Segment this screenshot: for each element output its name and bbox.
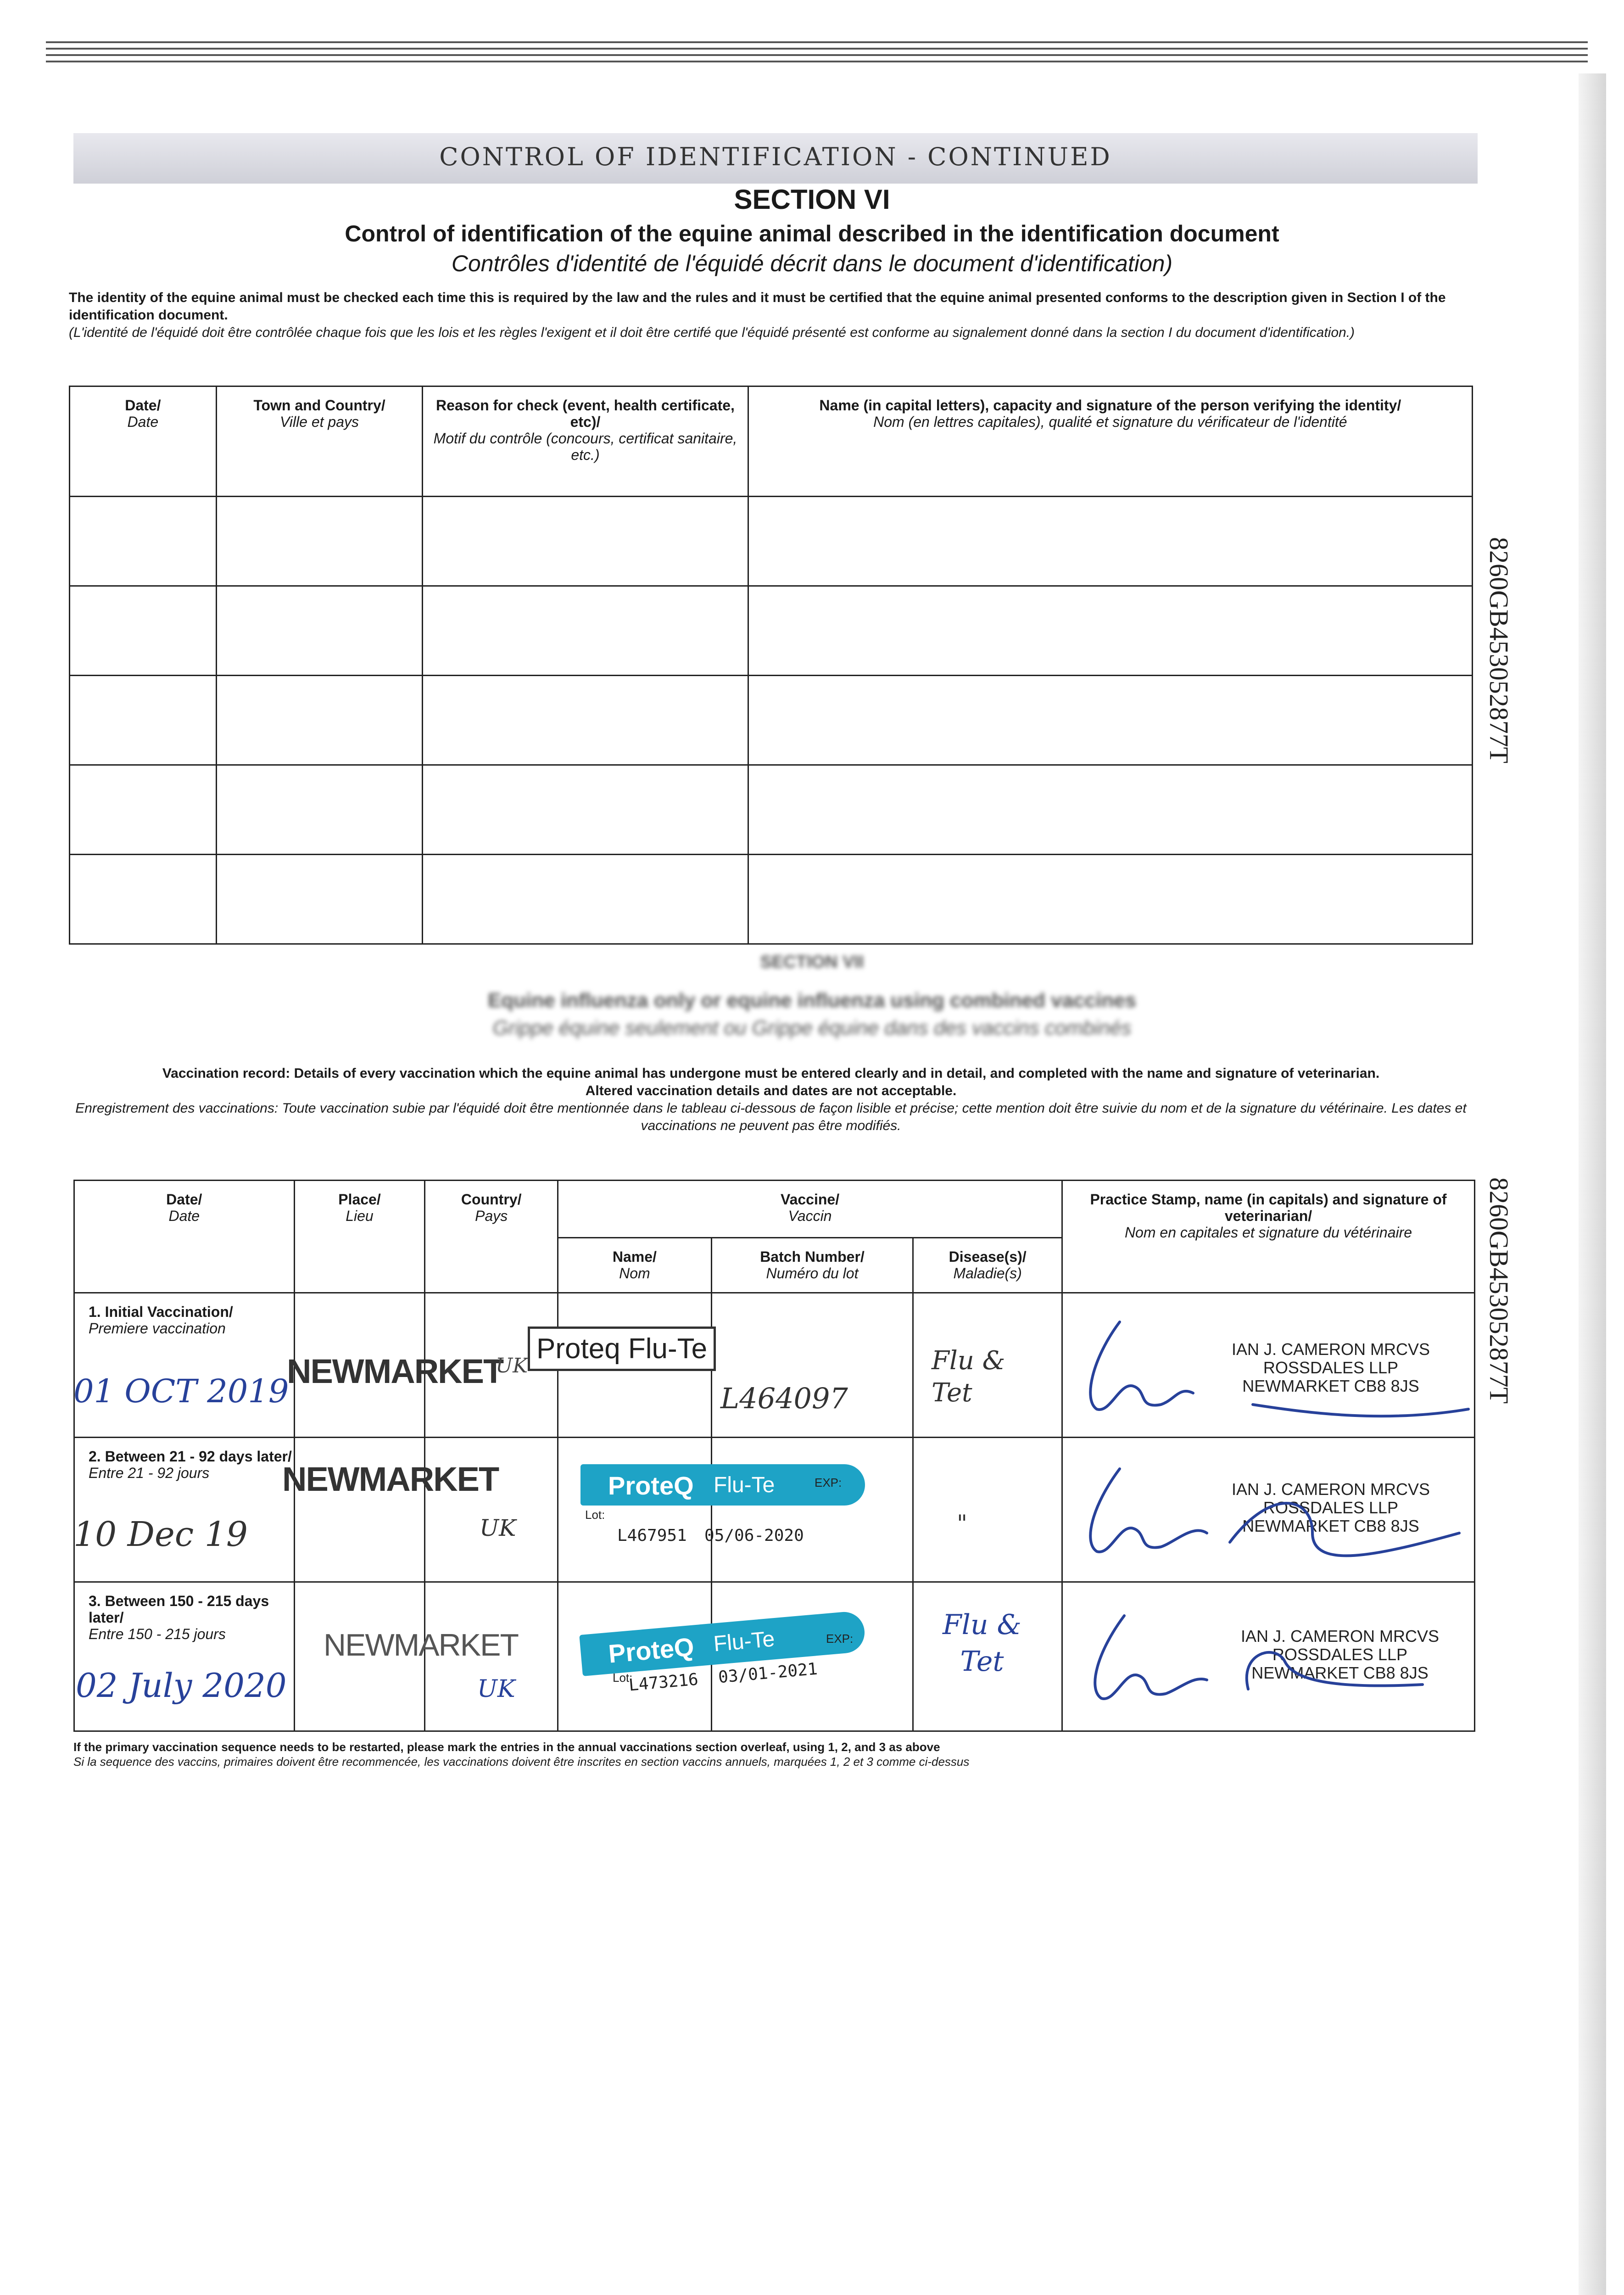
vaccination-intro xyxy=(69,1065,1473,1135)
handwritten-date-1: 01 OCT 2019 xyxy=(73,1372,289,1410)
header-verifier: Name (in capital letters), capacity and signature of the person verifying the identity/ Nom (en lettres capitales), qualité et signature du vérificateur de l'identité xyxy=(748,386,1472,497)
lot-label-3: Lot: xyxy=(613,1671,633,1685)
footer-en: If the primary vaccination sequence needs to be restarted, please mark the entries in the annual vaccinations section overleaf, using 1, 2, and 3 as above xyxy=(73,1740,940,1754)
country-1: UK xyxy=(496,1354,528,1377)
header-date: Date/ Date xyxy=(74,1181,295,1293)
vet-stamp-2: IAN J. CAMERON MRCVS ROSSDALES LLP NEWMARKET CB8 8JS xyxy=(1231,1480,1430,1535)
vet-signatures xyxy=(1055,1294,1478,1744)
lot-label-2: Lot: xyxy=(585,1508,605,1522)
blurred-heading-fr: Grippe équine seulement ou Grippe équine dans des vaccins combinés xyxy=(492,1017,1132,1039)
footer-fr: Si la sequence des vaccins, primaires doivent être recommencée, les vaccinations doivent être inscrites en section vaccins annuels, marquées 1, 2 et 3 comme ci-dessus xyxy=(73,1755,970,1769)
document-number-2: 8260GB453052877T xyxy=(1484,1177,1514,1404)
place-stamp-1: NEWMARKET xyxy=(287,1352,503,1390)
page-edge-shadow xyxy=(1579,73,1606,2295)
vaccine-sticker-2: ProteQ Flu-Te xyxy=(580,1464,865,1506)
blurred-section-title: SECTION VII xyxy=(760,952,864,972)
top-rule-lines xyxy=(46,41,1588,73)
header-disease: Disease(s)/ Maladie(s) xyxy=(913,1238,1062,1293)
section-title: SECTION VI xyxy=(734,184,890,215)
intro-en: The identity of the equine animal must be checked each time this is required by the law and the rules and it must be certified that the equine animal presented conforms to the description given in Section I of the identification document. xyxy=(69,290,1446,323)
exp-3: 03/01-2021 xyxy=(717,1659,819,1687)
intro-fr: (L'identité de l'équidé doit être contrôlée chaque fois que les lois et les règles l'exigent et il doit être certifé que l'équidé présenté est conforme au signalement donné dans la section I du document d'identification.) xyxy=(69,325,1355,340)
document-number-1: 8260GB453052877T xyxy=(1484,537,1514,763)
signature-3 xyxy=(1095,1616,1207,1699)
batch-2: L467951 xyxy=(617,1526,687,1545)
header-practice: Practice Stamp, name (in capitals) and signature of veterinarian/ Nom en capitales et signature du vétérinaire xyxy=(1062,1181,1475,1293)
vacc-intro-en: Vaccination record: Details of every vaccination which the equine animal has undergone must be entered clearly and in detail, and completed with the name and signature of veterinarian. xyxy=(162,1066,1380,1081)
section-subtitle-fr: Contrôles d'identité de l'équidé décrit dans le document d'identification) xyxy=(451,251,1173,276)
header-place: Place/ Lieu xyxy=(294,1181,425,1293)
vacc-header-row xyxy=(74,1181,1475,1238)
signature-1 xyxy=(1090,1322,1193,1410)
table-row xyxy=(70,586,1473,676)
header-country: Country/ Pays xyxy=(425,1181,558,1293)
row-label: 2. Between 21 - 92 days later/ Entre 21 - 92 jours xyxy=(74,1438,295,1582)
header-vaccine: Vaccine/ Vaccin xyxy=(558,1181,1062,1238)
place-stamp-3: NEWMARKET xyxy=(324,1628,518,1662)
vacc-intro-fr: Enregistrement des vaccinations: Toute vaccination subie par l'équidé doit être mentionnée dans le tableau ci-dessous de façon lisible et précise; cette mention doit être suivie du nom et de la signature du vétérinaire. Les dates et vaccinations ne peuvent pas être modifiés. xyxy=(75,1101,1467,1133)
identity-check-table xyxy=(69,386,1473,945)
signature-3-tail xyxy=(1247,1652,1423,1689)
vaccine-sticker-3: ProteQ Flu-Te xyxy=(579,1610,866,1676)
exp-label-3: EXP: xyxy=(826,1632,854,1646)
country-3: UK xyxy=(477,1675,515,1703)
table-row xyxy=(70,497,1473,586)
disease-1: Flu & Tet xyxy=(932,1346,1005,1408)
row-label: 1. Initial Vaccination/ Premiere vaccination xyxy=(74,1293,295,1438)
blurred-heading: Equine influenza only or equine influenza using combined vaccines xyxy=(487,989,1137,1012)
signature-1-tail xyxy=(1253,1405,1468,1416)
batch-3: L473216 xyxy=(628,1670,699,1695)
exp-label-2: EXP: xyxy=(815,1476,842,1489)
exp-2: 05/06-2020 xyxy=(704,1526,804,1545)
header-batch: Batch Number/ Numéro du lot xyxy=(711,1238,913,1293)
place-stamp-2: NEWMARKET xyxy=(282,1460,499,1498)
header-town: Town and Country/ Ville et pays xyxy=(216,386,423,497)
batch-1: L464097 xyxy=(720,1382,848,1415)
section-subtitle: Control of identification of the equine animal described in the identification document xyxy=(345,221,1279,246)
vacc-intro-en2: Altered vaccination details and dates are not acceptable. xyxy=(585,1083,957,1098)
disease-3: Flu & Tet xyxy=(943,1609,1021,1678)
table-row xyxy=(70,765,1473,855)
signature-2-tail xyxy=(1230,1503,1459,1556)
header-reason: Reason for check (event, health certificate, etc)/ Motif du contrôle (concours, certificat sanitaire, etc.) xyxy=(423,386,748,497)
row-label: 3. Between 150 - 215 days later/ Entre 150 - 215 jours xyxy=(74,1582,295,1731)
header-name: Name/ Nom xyxy=(558,1238,712,1293)
handwritten-date-2: 10 Dec 19 xyxy=(73,1515,248,1554)
banner-title: CONTROL OF IDENTIFICATION - CONTINUED xyxy=(439,142,1112,171)
table-row xyxy=(70,855,1473,944)
header-date: Date/ Date xyxy=(70,386,217,497)
signature-2 xyxy=(1090,1469,1207,1552)
identity-table-header xyxy=(70,386,1473,497)
table-row xyxy=(70,676,1473,765)
handwritten-date-3: 02 July 2020 xyxy=(76,1666,287,1705)
disease-2: " xyxy=(957,1510,967,1537)
vaccine-stamp-1: Proteq Flu-Te xyxy=(528,1327,716,1371)
vet-stamp-3: IAN J. CAMERON MRCVS ROSSDALES LLP NEWMARKET CB8 8JS xyxy=(1240,1627,1440,1682)
section-intro xyxy=(69,289,1464,341)
vet-stamp-1: IAN J. CAMERON MRCVS ROSSDALES LLP NEWMARKET CB8 8JS xyxy=(1231,1340,1430,1395)
footer-note xyxy=(73,1740,1450,1769)
country-2: UK xyxy=(480,1515,516,1541)
